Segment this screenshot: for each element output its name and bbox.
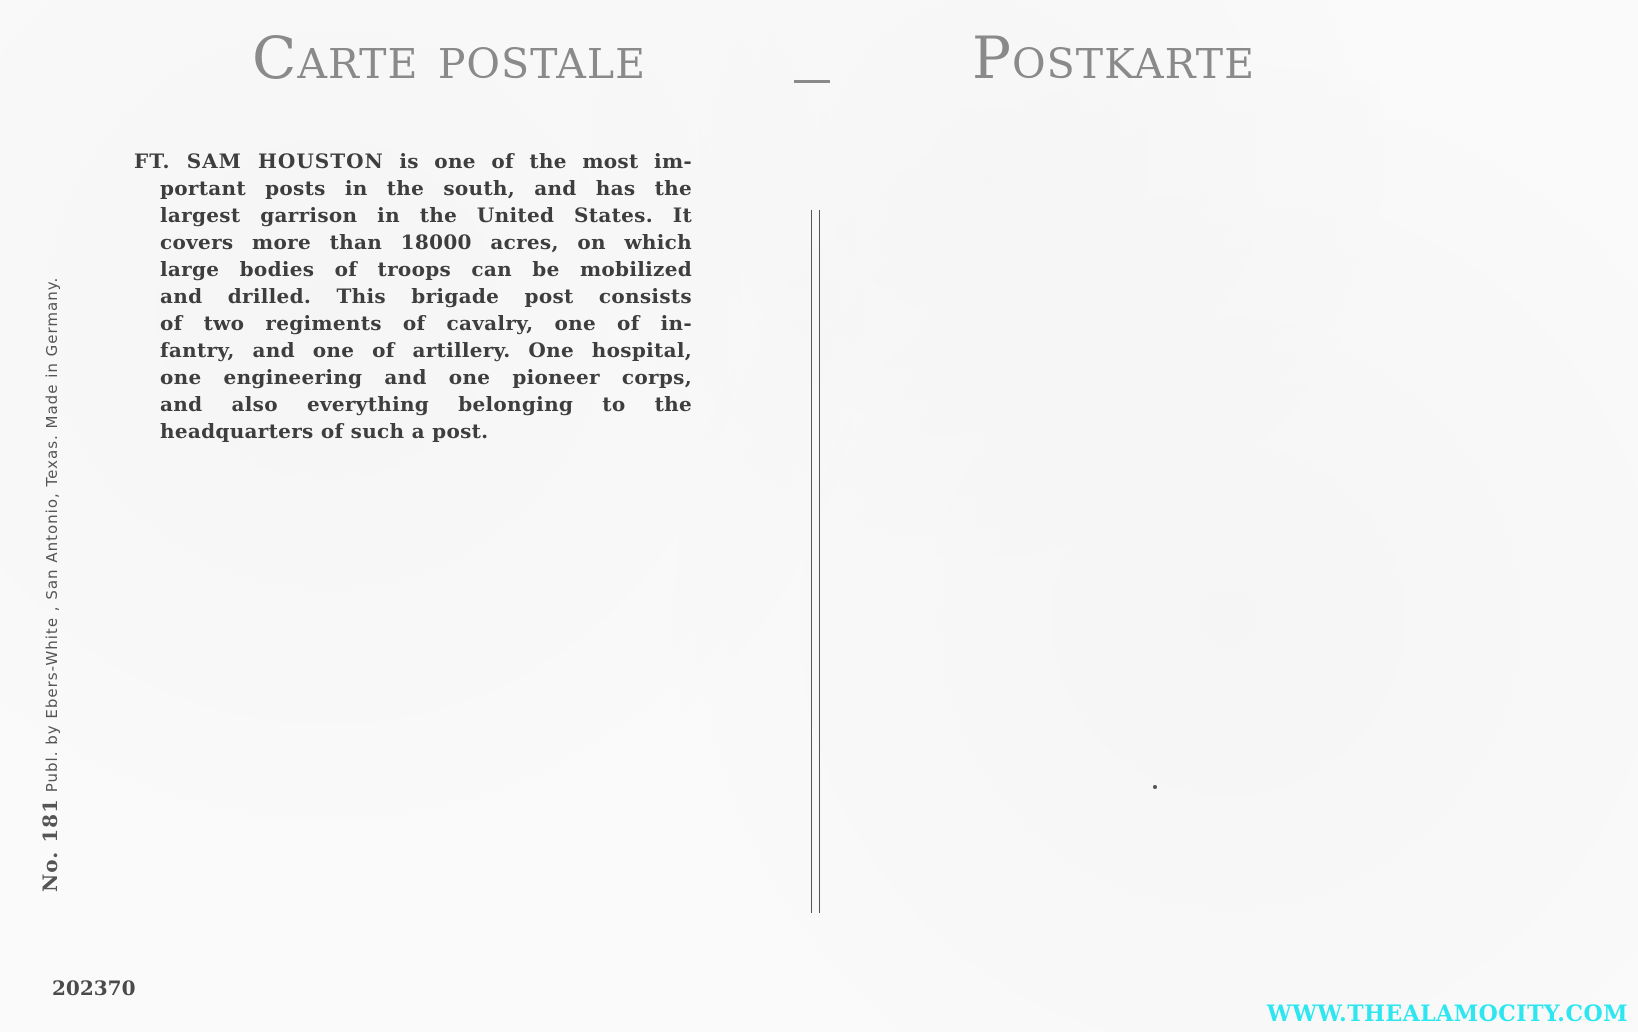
description-line-2: portant posts in the south, and has the: [160, 176, 692, 200]
description-line-4: covers more than 18000 acres, on which: [160, 230, 692, 254]
heading-separator: [794, 80, 830, 83]
publisher-imprint: [38, 277, 62, 892]
description-line-6: and drilled. This brigade post consists: [160, 284, 692, 308]
paper-speck: [1153, 785, 1157, 789]
publisher-text: Publ. by Ebers-White , San Antonio, Texas. Made in Germany.: [43, 276, 61, 793]
description-line-3: largest garrison in the United States. It: [160, 203, 692, 227]
description-line-10: and also everything belonging to the: [160, 392, 692, 416]
description-line-7: of two regiments of cavalry, one of in-: [160, 311, 692, 335]
serial-number: 202370: [52, 976, 136, 1000]
description-text: [134, 148, 693, 445]
address-divider-line: [811, 210, 820, 913]
description-line-5: large bodies of troops can be mobilized: [160, 257, 692, 281]
card-number: No. 181: [38, 798, 62, 892]
description-lead: FT. SAM HOUSTON: [134, 149, 384, 173]
heading-carte-postale: Carte postale: [252, 24, 647, 92]
description-line-1: FT. SAM HOUSTON is one of the most im-: [134, 149, 693, 173]
description-line-11: headquarters of such a post.: [160, 419, 489, 443]
description-line-9: one engineering and one pioneer corps,: [160, 365, 692, 389]
website-watermark: WWW.THEALAMOCITY.COM: [1266, 1001, 1628, 1027]
heading-postkarte: Postkarte: [972, 24, 1256, 92]
description-line-8: fantry, and one of artillery. One hospital,: [160, 338, 692, 362]
